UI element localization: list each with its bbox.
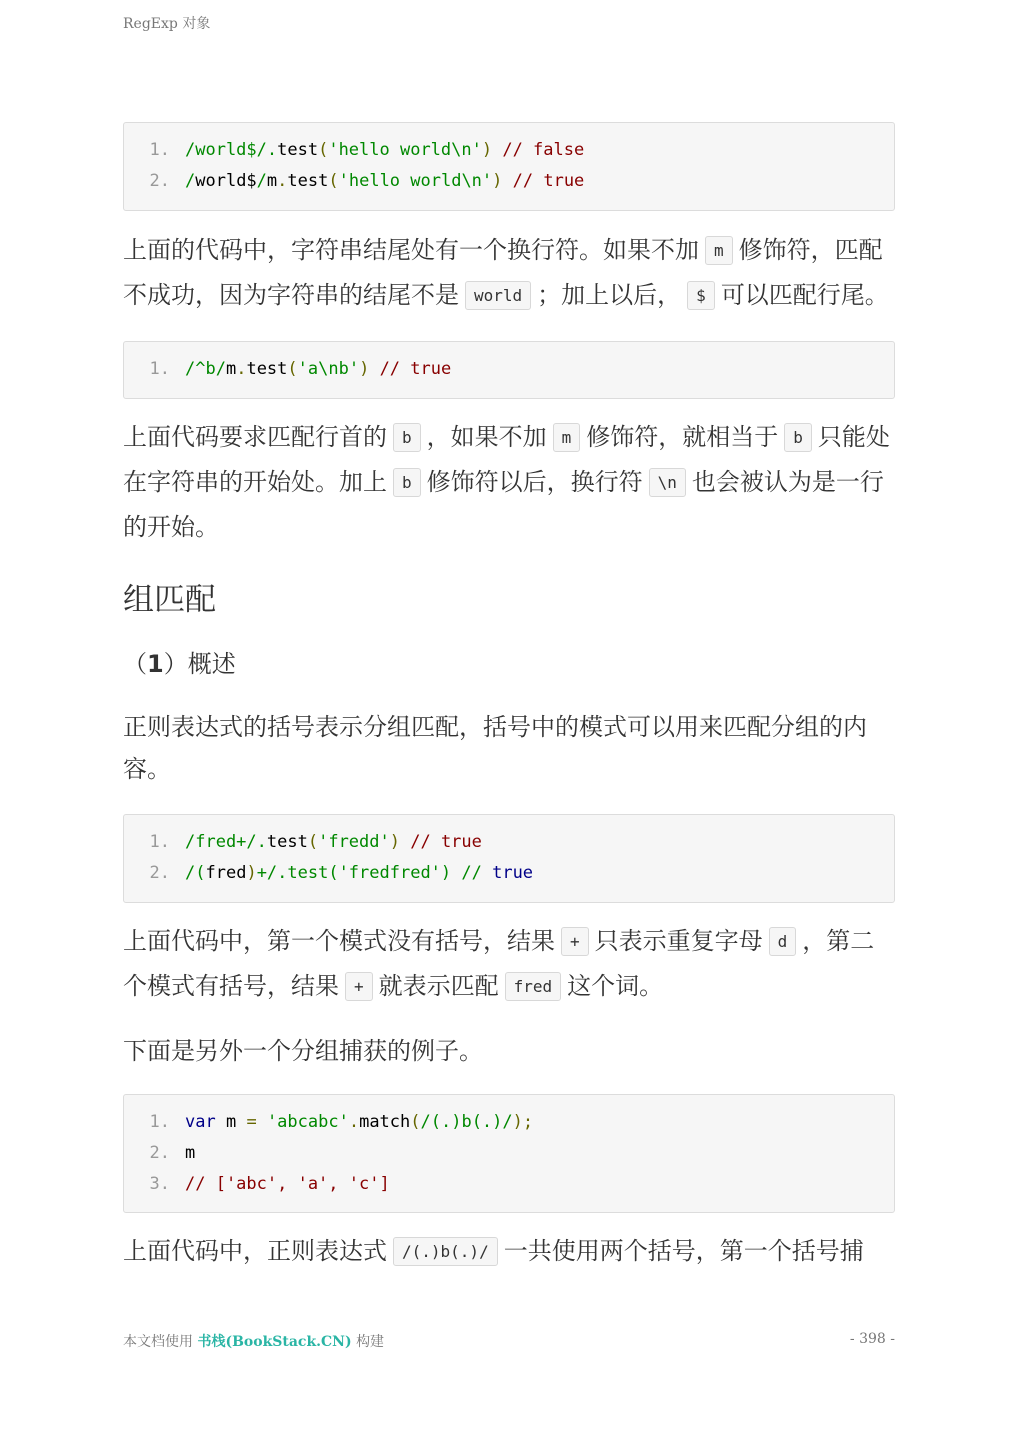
footer-text: 本文档使用 [123, 1334, 193, 1350]
line-number: 3. [149, 1174, 170, 1194]
text: 这个词。 [567, 972, 664, 1000]
document-body [123, 122, 895, 1275]
code-token: /^b/ [185, 359, 226, 379]
code-token: m [215, 1112, 247, 1132]
code-token: true [492, 863, 534, 883]
inline-code: /(.)b(.)/ [393, 1237, 498, 1266]
line-number: 1. [149, 140, 170, 160]
code-token [257, 1112, 267, 1132]
code-token: test [277, 140, 319, 160]
code-token: ( [410, 1112, 421, 1132]
subsection-heading [123, 647, 895, 681]
inline-code: world [465, 281, 531, 310]
code-token: . [277, 171, 288, 191]
code-token: . [236, 359, 247, 379]
inline-code: d [769, 927, 797, 956]
code-block-group-test [123, 814, 895, 903]
code-comment: // true [369, 359, 452, 379]
text: ，如果不加 [426, 423, 547, 451]
paragraph [123, 229, 895, 319]
code-token: /( [185, 863, 206, 883]
code-line [124, 827, 894, 858]
inline-code: b [784, 423, 812, 452]
code-token: 'hello world\n' [338, 171, 493, 191]
code-token: test [246, 359, 288, 379]
subsection-number: 1 [147, 650, 164, 678]
code-token: /(.)b(.)/ [420, 1112, 513, 1132]
code-token: test [287, 171, 329, 191]
text: 上面代码要求匹配行首的 [123, 423, 387, 451]
code-token: fred [205, 863, 247, 883]
paragraph [123, 920, 895, 1010]
code-block-match-groups [123, 1094, 895, 1213]
code-token: ( [287, 359, 298, 379]
code-token: = [246, 1112, 257, 1132]
footer-text: 构建 [356, 1334, 385, 1350]
inline-code: \n [649, 468, 686, 497]
code-token: ( [318, 140, 329, 160]
text: 也会被认为是一行的开始。 [123, 468, 884, 541]
section-heading: 组匹配 [123, 582, 216, 618]
inline-code: + [561, 927, 589, 956]
text: 上面的代码中，字符串结尾处有一个换行符。如果不加 [123, 236, 699, 264]
code-line [124, 1107, 894, 1138]
code-token: /world$/. [185, 140, 278, 160]
inline-code: b [393, 423, 421, 452]
text: 上面代码中，正则表达式 [123, 1237, 387, 1265]
paren: （ [123, 650, 147, 678]
code-token: /fred+/. [185, 832, 267, 852]
text: 只表示重复字母 [594, 927, 763, 955]
line-number: 1. [149, 1112, 170, 1132]
text: 修饰符，就相当于 [586, 423, 779, 451]
line-number: 2. [149, 863, 170, 883]
code-token: m [225, 359, 237, 379]
inline-code: $ [687, 281, 715, 310]
code-token: ) [359, 359, 370, 379]
text: ，第二个模式有括号，结果 [123, 927, 875, 1000]
code-block-line-start [123, 341, 895, 399]
code-token: ( [307, 832, 319, 852]
inline-code: b [393, 468, 421, 497]
paragraph [123, 1230, 895, 1275]
code-line [124, 1138, 894, 1169]
code-token: match [359, 1112, 411, 1132]
line-number: 1. [149, 359, 170, 379]
code-token: . [348, 1112, 360, 1132]
code-keyword: var [185, 1112, 216, 1132]
line-number: 2. [149, 1143, 170, 1163]
text: 修饰符，匹配不成功，因为字符串的结尾不是 [123, 236, 883, 309]
footer-credit [123, 1331, 384, 1351]
code-token: 'hello world\n' [328, 140, 482, 160]
code-token: ) [481, 140, 493, 160]
code-token: 'abcabc' [266, 1112, 349, 1132]
code-token: ( [328, 171, 339, 191]
text: 修饰符以后，换行符 [426, 468, 643, 496]
code-token: / [256, 171, 267, 191]
code-token: m [185, 1143, 196, 1163]
code-line [124, 354, 894, 385]
paragraph: 下面是另外一个分组捕获的例子。 [123, 1037, 483, 1065]
line-number: 2. [149, 171, 170, 191]
subsection-title: 概述 [187, 650, 236, 678]
code-comment: // ['abc', 'a', 'c'] [185, 1174, 390, 1194]
inline-code: m [705, 236, 733, 265]
code-token: +/.test('fredfred') // [256, 863, 493, 883]
line-number: 1. [149, 832, 170, 852]
text: 可以匹配行尾。 [720, 281, 889, 309]
code-line [124, 1169, 894, 1200]
code-block-multiline-flag [123, 122, 895, 211]
code-comment: // true [502, 171, 585, 191]
inline-code: fred [505, 972, 562, 1001]
paragraph [123, 416, 895, 548]
code-line [124, 166, 894, 197]
text: 就表示匹配 [378, 972, 499, 1000]
code-comment: // false [492, 140, 585, 160]
bookstack-link[interactable]: 书栈(BookStack.CN) [197, 1334, 352, 1350]
running-header: RegExp 对象 [123, 16, 211, 32]
page-number: - 398 - [849, 1331, 895, 1347]
text: 只能处在字符串的开始处。加上 [123, 423, 890, 496]
code-line [124, 135, 894, 166]
code-token: ) [246, 863, 257, 883]
code-token: 'a\nb' [297, 359, 360, 379]
code-token: world$ [195, 171, 257, 191]
text: 上面代码中，第一个模式没有括号，结果 [123, 927, 555, 955]
code-token: / [185, 171, 196, 191]
inline-code: + [345, 972, 373, 1001]
paren: ） [163, 650, 188, 678]
code-comment: // true [400, 832, 482, 852]
inline-code: m [553, 423, 581, 452]
code-token: test [266, 832, 308, 852]
code-line [124, 858, 894, 889]
text: 一共使用两个括号，第一个括号捕 [503, 1237, 864, 1265]
code-token: ); [512, 1112, 534, 1132]
text: ；加上以后， [537, 281, 682, 309]
code-token: 'fredd' [318, 832, 390, 852]
paragraph: 正则表达式的括号表示分组匹配，括号中的模式可以用来匹配分组的内容。 [123, 713, 867, 783]
code-token: ) [492, 171, 503, 191]
code-token: m [266, 171, 278, 191]
code-token: ) [389, 832, 400, 852]
